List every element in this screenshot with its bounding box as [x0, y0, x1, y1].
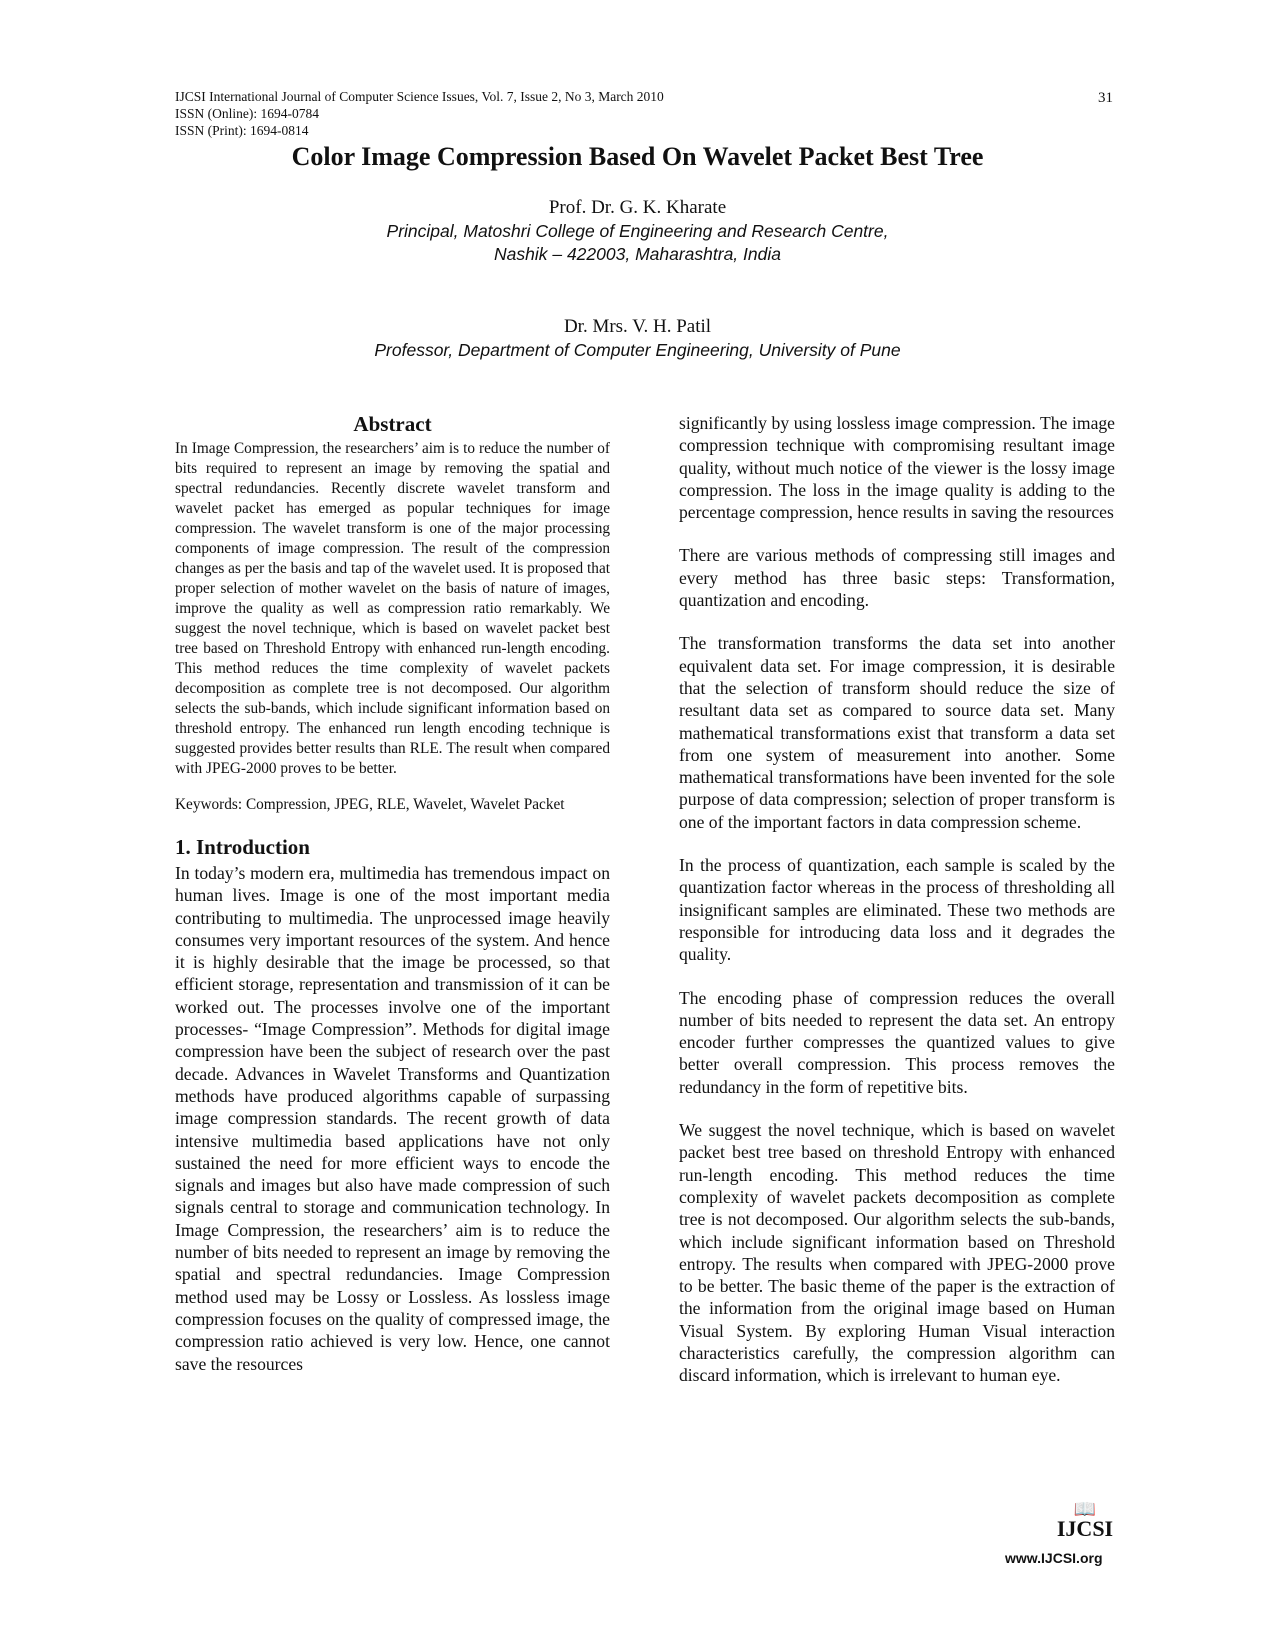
- paragraph: The encoding phase of compression reduces the overall number of bits needed to represent the data set. An entropy encoder further compresses the quantized values to give better overall compression. This process removes the redundancy in the form of repetitive bits.: [679, 987, 1115, 1097]
- abstract-heading: Abstract: [353, 412, 432, 436]
- paragraph: We suggest the novel technique, which is based on wavelet packet best tree based on threshold Entropy with enhanced run-length encoding. This method reduces the time complexity of wavelet packets decomposition as complete tree is not decomposed. Our algorithm selects the sub-bands, which include significant information based on Threshold entropy. The results when compared with JPEG-2000 prove to be better. The basic theme of the paper is the extraction of the information from the original image based on Human Visual System. By exploring Human Visual interaction characteristics carefully, the compression algorithm can discard information, which is irrelevant to human eye.: [679, 1120, 1115, 1386]
- journal-citation: IJCSI International Journal of Computer Science Issues, Vol. 7, Issue 2, No 3, March 2010: [175, 89, 664, 104]
- keywords: Keywords: Compression, JPEG, RLE, Wavelet, Wavelet Packet: [175, 796, 565, 813]
- paragraph: The transformation transforms the data set into another equivalent data set. For image compression, it is desirable that the selection of transform should reduce the size of resultant data set as compared to source data set. Many mathematical transformations exist that transform a data set from one system of measurement into another. Some mathematical transformations have been invented for the sole purpose of data compression; selection of proper transform is one of the important factors in data compression scheme.: [679, 633, 1115, 832]
- issn-online: ISSN (Online): 1694-0784: [175, 106, 319, 121]
- author-affiliation: Principal, Matoshri College of Engineering and Research Centre,: [386, 221, 889, 241]
- introduction-text: In today’s modern era, multimedia has tremendous impact on human lives. Image is one of the most important media contributing to multimedia. The unprocessed image heavily consumes very important resources of the system. And hence it is highly desirable that the image be processed, so that efficient storage, representation and transmission of it can be worked out. The processes involve one of the important processes- “Image Compression”. Methods for digital image compression have been the subject of research over the past decade. Advances in Wavelet Transforms and Quantization methods have produced algorithms capable of surpassing image compression standards. The recent growth of data intensive multimedia based applications have not only sustained the need for more efficient ways to encode the signals and images but also have made compression of such signals central to storage and communication technology. In Image Compression, the researchers’ aim is to reduce the number of bits needed to represent an image by removing the spatial and spectral redundancies. Image Compression method used may be Lossy or Lossless. As lossless image compression focuses on the quality of compressed image, the compression ratio achieved is very low. Hence, one cannot save the resources: [175, 863, 610, 1374]
- paragraph: significantly by using lossless image compression. The image compression technique with compromising resultant image quality, without much notice of the viewer is the lossy image compression. The loss in the image quality is adding to the percentage compression, hence results in saving the resources: [679, 413, 1115, 523]
- paragraph: There are various methods of compressing still images and every method has three basic steps: Transformation, quantization and encoding.: [679, 545, 1115, 611]
- abstract-text: In Image Compression, the researchers’ aim is to reduce the number of bits required to represent an image by removing the spatial and spectral redundancies. Recently discrete wavelet transform and wavelet packet has emerged as popular techniques for image compression. The wavelet transform is one of the major processing components of image compression. The result of the compression changes as per the basis and tap of the wavelet used. It is proposed that proper selection of mother wavelet on the basis of nature of images, improve the quality as well as compression ratio remarkably. We suggest the novel technique, which is based on wavelet packet best tree based on Threshold Entropy with enhanced run-length encoding. This method reduces the time complexity of wavelet packets decomposition as complete tree is not decomposed. Our algorithm selects the sub-bands, which include significant information based on threshold entropy. The enhanced run length encoding technique is suggested provides better results than RLE. The result when compared with JPEG-2000 proves to be better.: [175, 440, 610, 777]
- book-icon: 📖: [1073, 1499, 1097, 1519]
- ijcsi-logo: [1045, 1500, 1125, 1540]
- author-name: Prof. Dr. G. K. Kharate: [548, 197, 727, 218]
- right-column: [679, 412, 1115, 1408]
- author-1: [0, 196, 1275, 266]
- logo-text: IJCSI: [1056, 1516, 1114, 1541]
- author-2: [0, 315, 1275, 362]
- author-name: Dr. Mrs. V. H. Patil: [563, 316, 712, 337]
- left-column: [175, 412, 610, 1396]
- page-number: 31: [1098, 90, 1113, 106]
- paragraph: In the process of quantization, each sample is scaled by the quantization factor whereas in the process of thresholding all insignificant samples are eliminated. These two methods are responsible for introducing data loss and it degrades the quality.: [679, 855, 1115, 965]
- journal-header: [175, 88, 664, 139]
- author-affiliation: Nashik – 422003, Maharashtra, India: [494, 244, 781, 264]
- introduction-heading: 1. Introduction: [175, 835, 310, 859]
- journal-url[interactable]: www.IJCSI.org: [1005, 1550, 1103, 1566]
- author-affiliation: Professor, Department of Computer Engineering, University of Pune: [374, 340, 901, 360]
- issn-print: ISSN (Print): 1694-0814: [175, 123, 309, 138]
- paper-title: Color Image Compression Based On Wavelet Packet Best Tree: [291, 142, 984, 171]
